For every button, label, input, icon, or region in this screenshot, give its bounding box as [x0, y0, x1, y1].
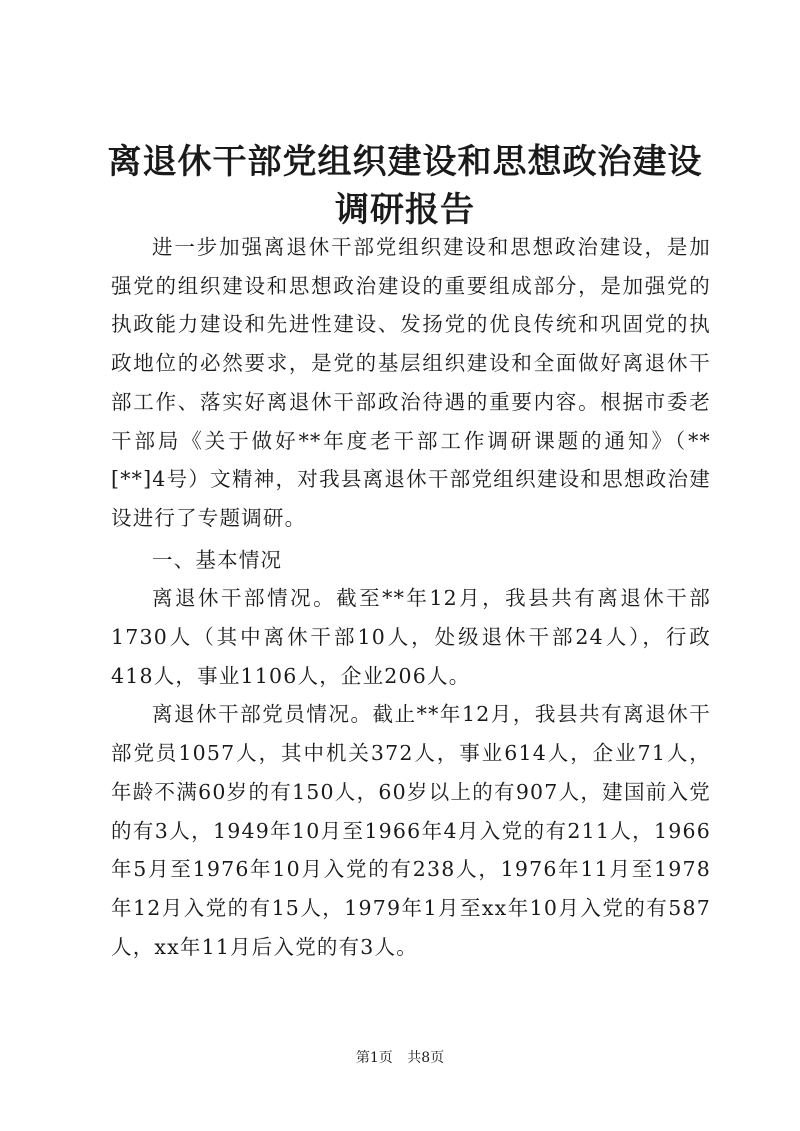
document-title: 离退休干部党组织建设和思想政治建设调研报告 — [107, 142, 703, 230]
document-body — [111, 228, 711, 966]
page-total: 共8页 — [407, 1050, 445, 1066]
cadre-info-paragraph: 离退休干部情况。截至**年12月，我县共有离退休干部1730人（其中离休干部10人，处级退休干部24人），行政418人，事业1106人，企业206人。 — [111, 586, 711, 688]
section-heading: 一、基本情况 — [152, 547, 283, 572]
page-number: 第1页 — [355, 1050, 393, 1066]
party-member-info-paragraph: 离退休干部党员情况。截止**年12月，我县共有离退休干部党员1057人，其中机关372人，事业614人，企业71人，年龄不满60岁的有150人，60岁以上的有907人，建国前入党的有3人，1949年10月至1966年4月入党的有211人，1966年5月至1976年10月入党的有238人，1976年11月至1978年12月入党的有15人，1979年1月至xx年10月入党的有587人，xx年11月后入党的有3人。 — [111, 702, 711, 959]
intro-paragraph: 进一步加强离退休干部党组织建设和思想政治建设，是加强党的组织建设和思想政治建设的重要组成部分，是加强党的执政能力建设和先进性建设、发扬党的优良传统和巩固党的执政地位的必然要求，是党的基层组织建设和全面做好离退休干部工作、落实好离退休干部政治待遇的重要内容。根据市委老干部局《关于做好**年度老干部工作调研课题的通知》（**[**]4号）文精神，对我县离退休干部党组织建设和思想政治建设进行了专题调研。 — [111, 235, 711, 530]
page-footer — [0, 1048, 800, 1068]
